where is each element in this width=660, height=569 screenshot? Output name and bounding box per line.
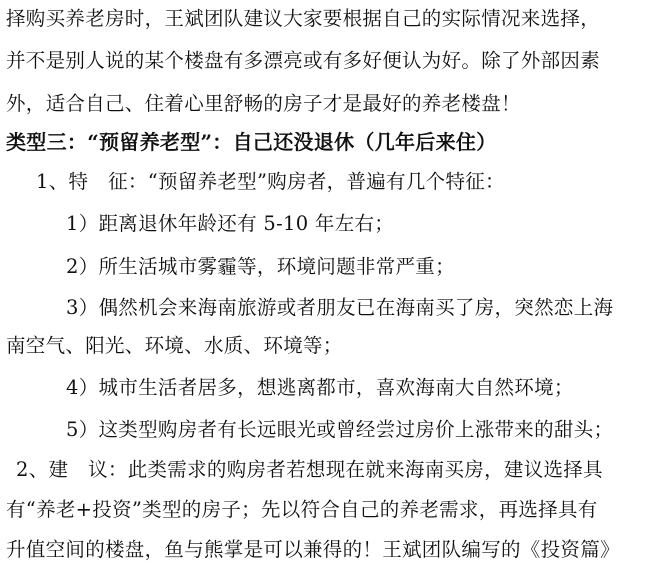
feature-item: 1）距离退休年龄还有 5-10 年左右；: [66, 212, 395, 235]
suggestion-line-2: 有“养老+投资”类型的房子；先以符合自己的养老需求，再选择具有: [6, 498, 598, 521]
suggestion-line-3: 升值空间的楼盘，鱼与熊掌是可以兼得的！王斌团队编写的《投资篇》: [6, 538, 620, 561]
feature-item: 4）城市生活者居多，想逃离都市，喜欢海南大自然环境；: [66, 376, 574, 399]
suggestion-line-1: 2、建 议：此类需求的购房者若想现在就来海南买房，建议选择具: [16, 458, 603, 481]
intro-line-1: 择购买养老房时，王斌团队建议大家要根据自己的实际情况来选择，: [6, 7, 601, 30]
features-heading: 1、特 征：“预留养老型”购房者，普遍有几个特征：: [36, 170, 505, 193]
feature-item: 2）所生活城市雾霾等，环境问题非常严重；: [66, 255, 455, 278]
feature-item-continued: 南空气、阳光、环境、水质、环境等；: [6, 334, 343, 357]
intro-line-2: 并不是别人说的某个楼盘有多漂亮或有多好便认为好。除了外部因素: [6, 49, 601, 72]
intro-line-3: 外，适合自己、住着心里舒畅的房子才是最好的养老楼盘！: [6, 92, 521, 115]
feature-item: 3）偶然机会来海南旅游或者朋友已在海南买了房，突然恋上海: [66, 296, 614, 319]
feature-item: 5）这类型购房者有长远眼光或曾经尝过房价上涨带来的甜头；: [66, 418, 614, 441]
section-heading: 类型三：“预留养老型”：自己还没退休（几年后来住）: [6, 130, 497, 154]
